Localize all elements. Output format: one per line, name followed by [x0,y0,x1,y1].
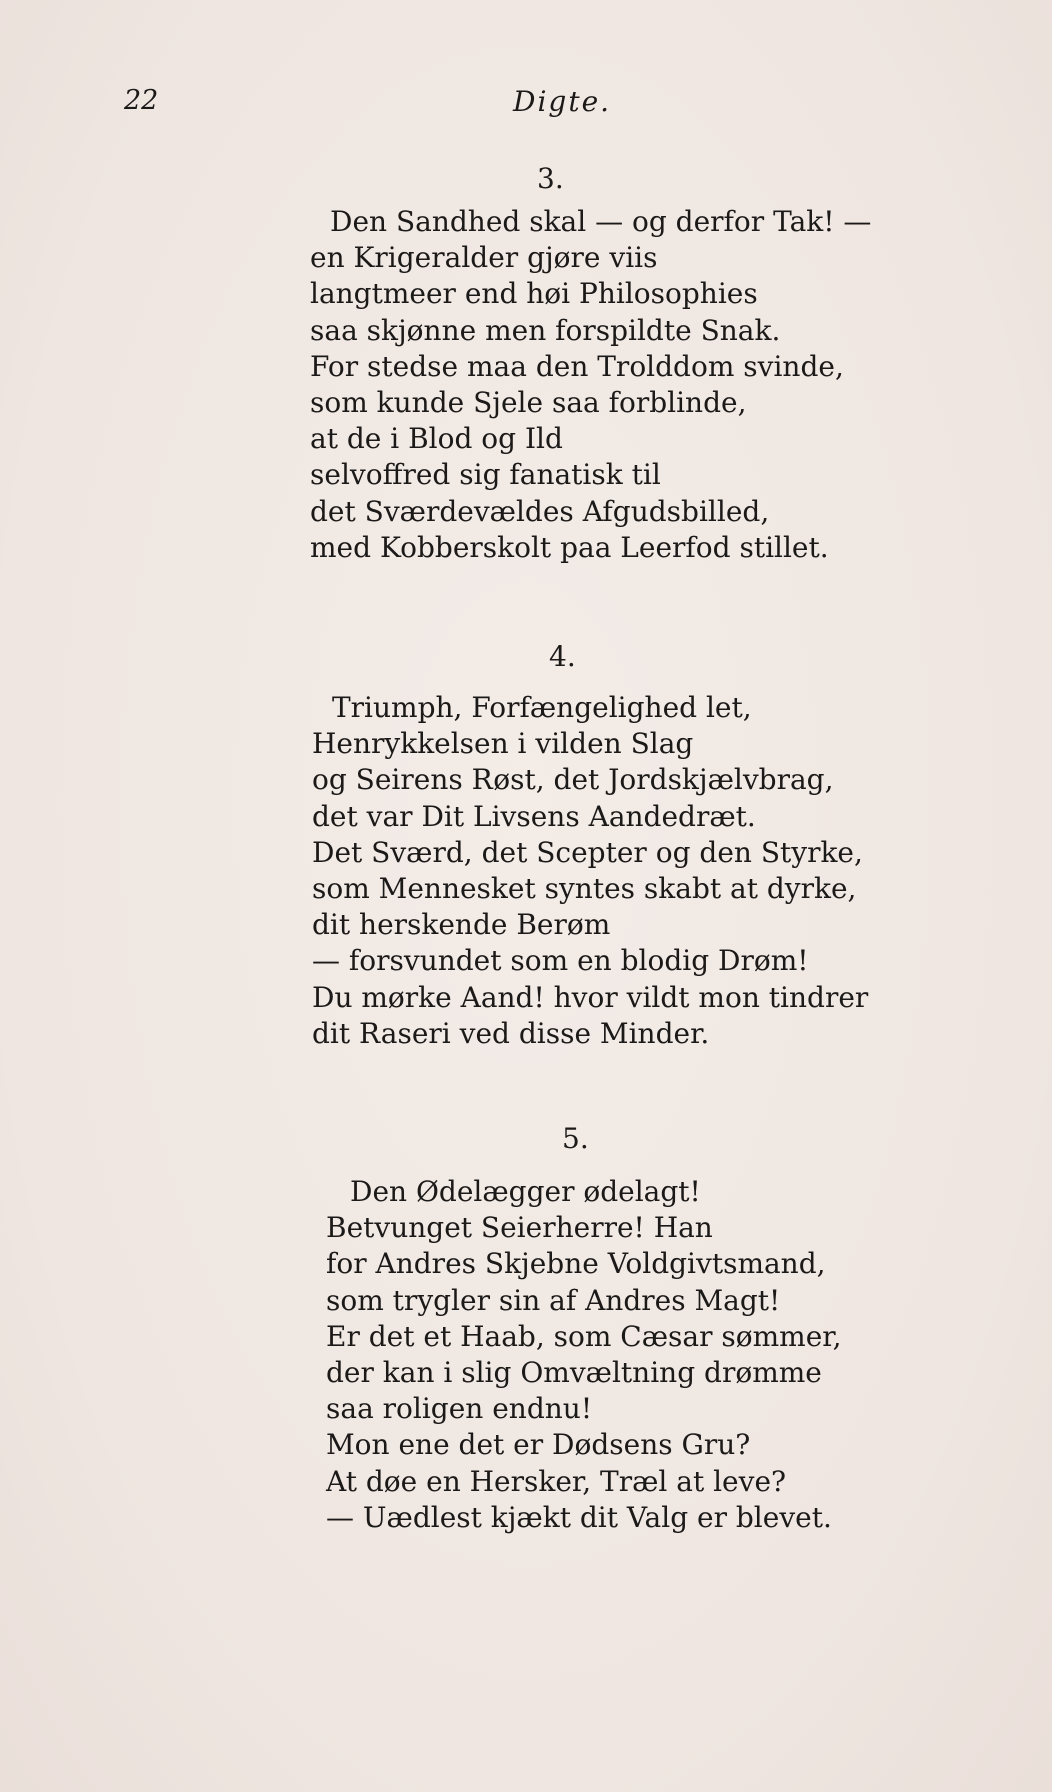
stanza-4 [312,690,868,1052]
poem-line: — Uædlest kjækt dit Valg er blevet. [326,1500,832,1534]
poem-line: langtmeer end høi Philosophies [310,277,758,311]
poem-line: der kan i slig Omvæltning drømme [326,1356,822,1390]
poem-line: dit Raseri ved disse Minder. [312,1016,710,1050]
poem-line: saa roligen endnu! [326,1392,593,1426]
poem-line: saa skjønne men forspildte Snak. [310,313,781,347]
page-number: 22 [124,85,159,116]
poem-line: som kunde Sjele saa forblinde, [310,386,747,420]
poem-line: selvoffred sig fanatisk til [310,458,661,492]
stanza-5 [326,1174,842,1536]
poem-line: Du mørke Aand! hvor vildt mon tindrer [312,980,869,1014]
poem-line: Er det et Haab, som Cæsar sømmer, [326,1319,842,1353]
stanza-3 [310,204,871,566]
poem-line: For stedse maa den Trolddom svinde, [310,349,844,383]
section-number-3: 3. [537,162,564,195]
poem-line: med Kobberskolt paa Leerfod stillet. [310,530,829,564]
poem-line: som trygler sin af Andres Magt! [326,1283,781,1317]
poem-line: Henrykkelsen i vilden Slag [312,727,694,761]
poem-line: som Mennesket syntes skabt at dyrke, [312,872,857,906]
poem-line: Den Ødelægger ødelagt! [350,1175,701,1208]
poem-line: Triumph, Forfængelighed let, [332,691,752,724]
poem-line: for Andres Skjebne Voldgivtsmand, [326,1247,826,1281]
poem-line: det var Dit Livsens Aandedræt. [312,799,756,833]
section-number-5: 5. [562,1122,589,1155]
poem-line: dit herskende Berøm [312,908,611,942]
section-number-4: 4. [549,640,576,673]
poem-line: at de i Blod og Ild [310,422,563,456]
poem-line: en Krigeralder gjøre viis [310,241,658,275]
running-title: Digte. [513,85,612,118]
poem-line: og Seirens Røst, det Jordskjælvbrag, [312,763,834,797]
poem-line: Den Sandhed skal — og derfor Tak! — [330,205,872,238]
poem-line: det Sværdevældes Afgudsbilled, [310,494,770,528]
poem-line: At døe en Hersker, Træl at leve? [326,1464,787,1498]
poem-line: Mon ene det er Dødsens Gru? [326,1428,751,1462]
poem-line: Betvunget Seierherre! Han [326,1211,713,1245]
poem-line: Det Sværd, det Scepter og den Styrke, [312,835,863,869]
page-header [0,85,1052,125]
poem-line: — forsvundet som en blodig Drøm! [312,944,809,978]
